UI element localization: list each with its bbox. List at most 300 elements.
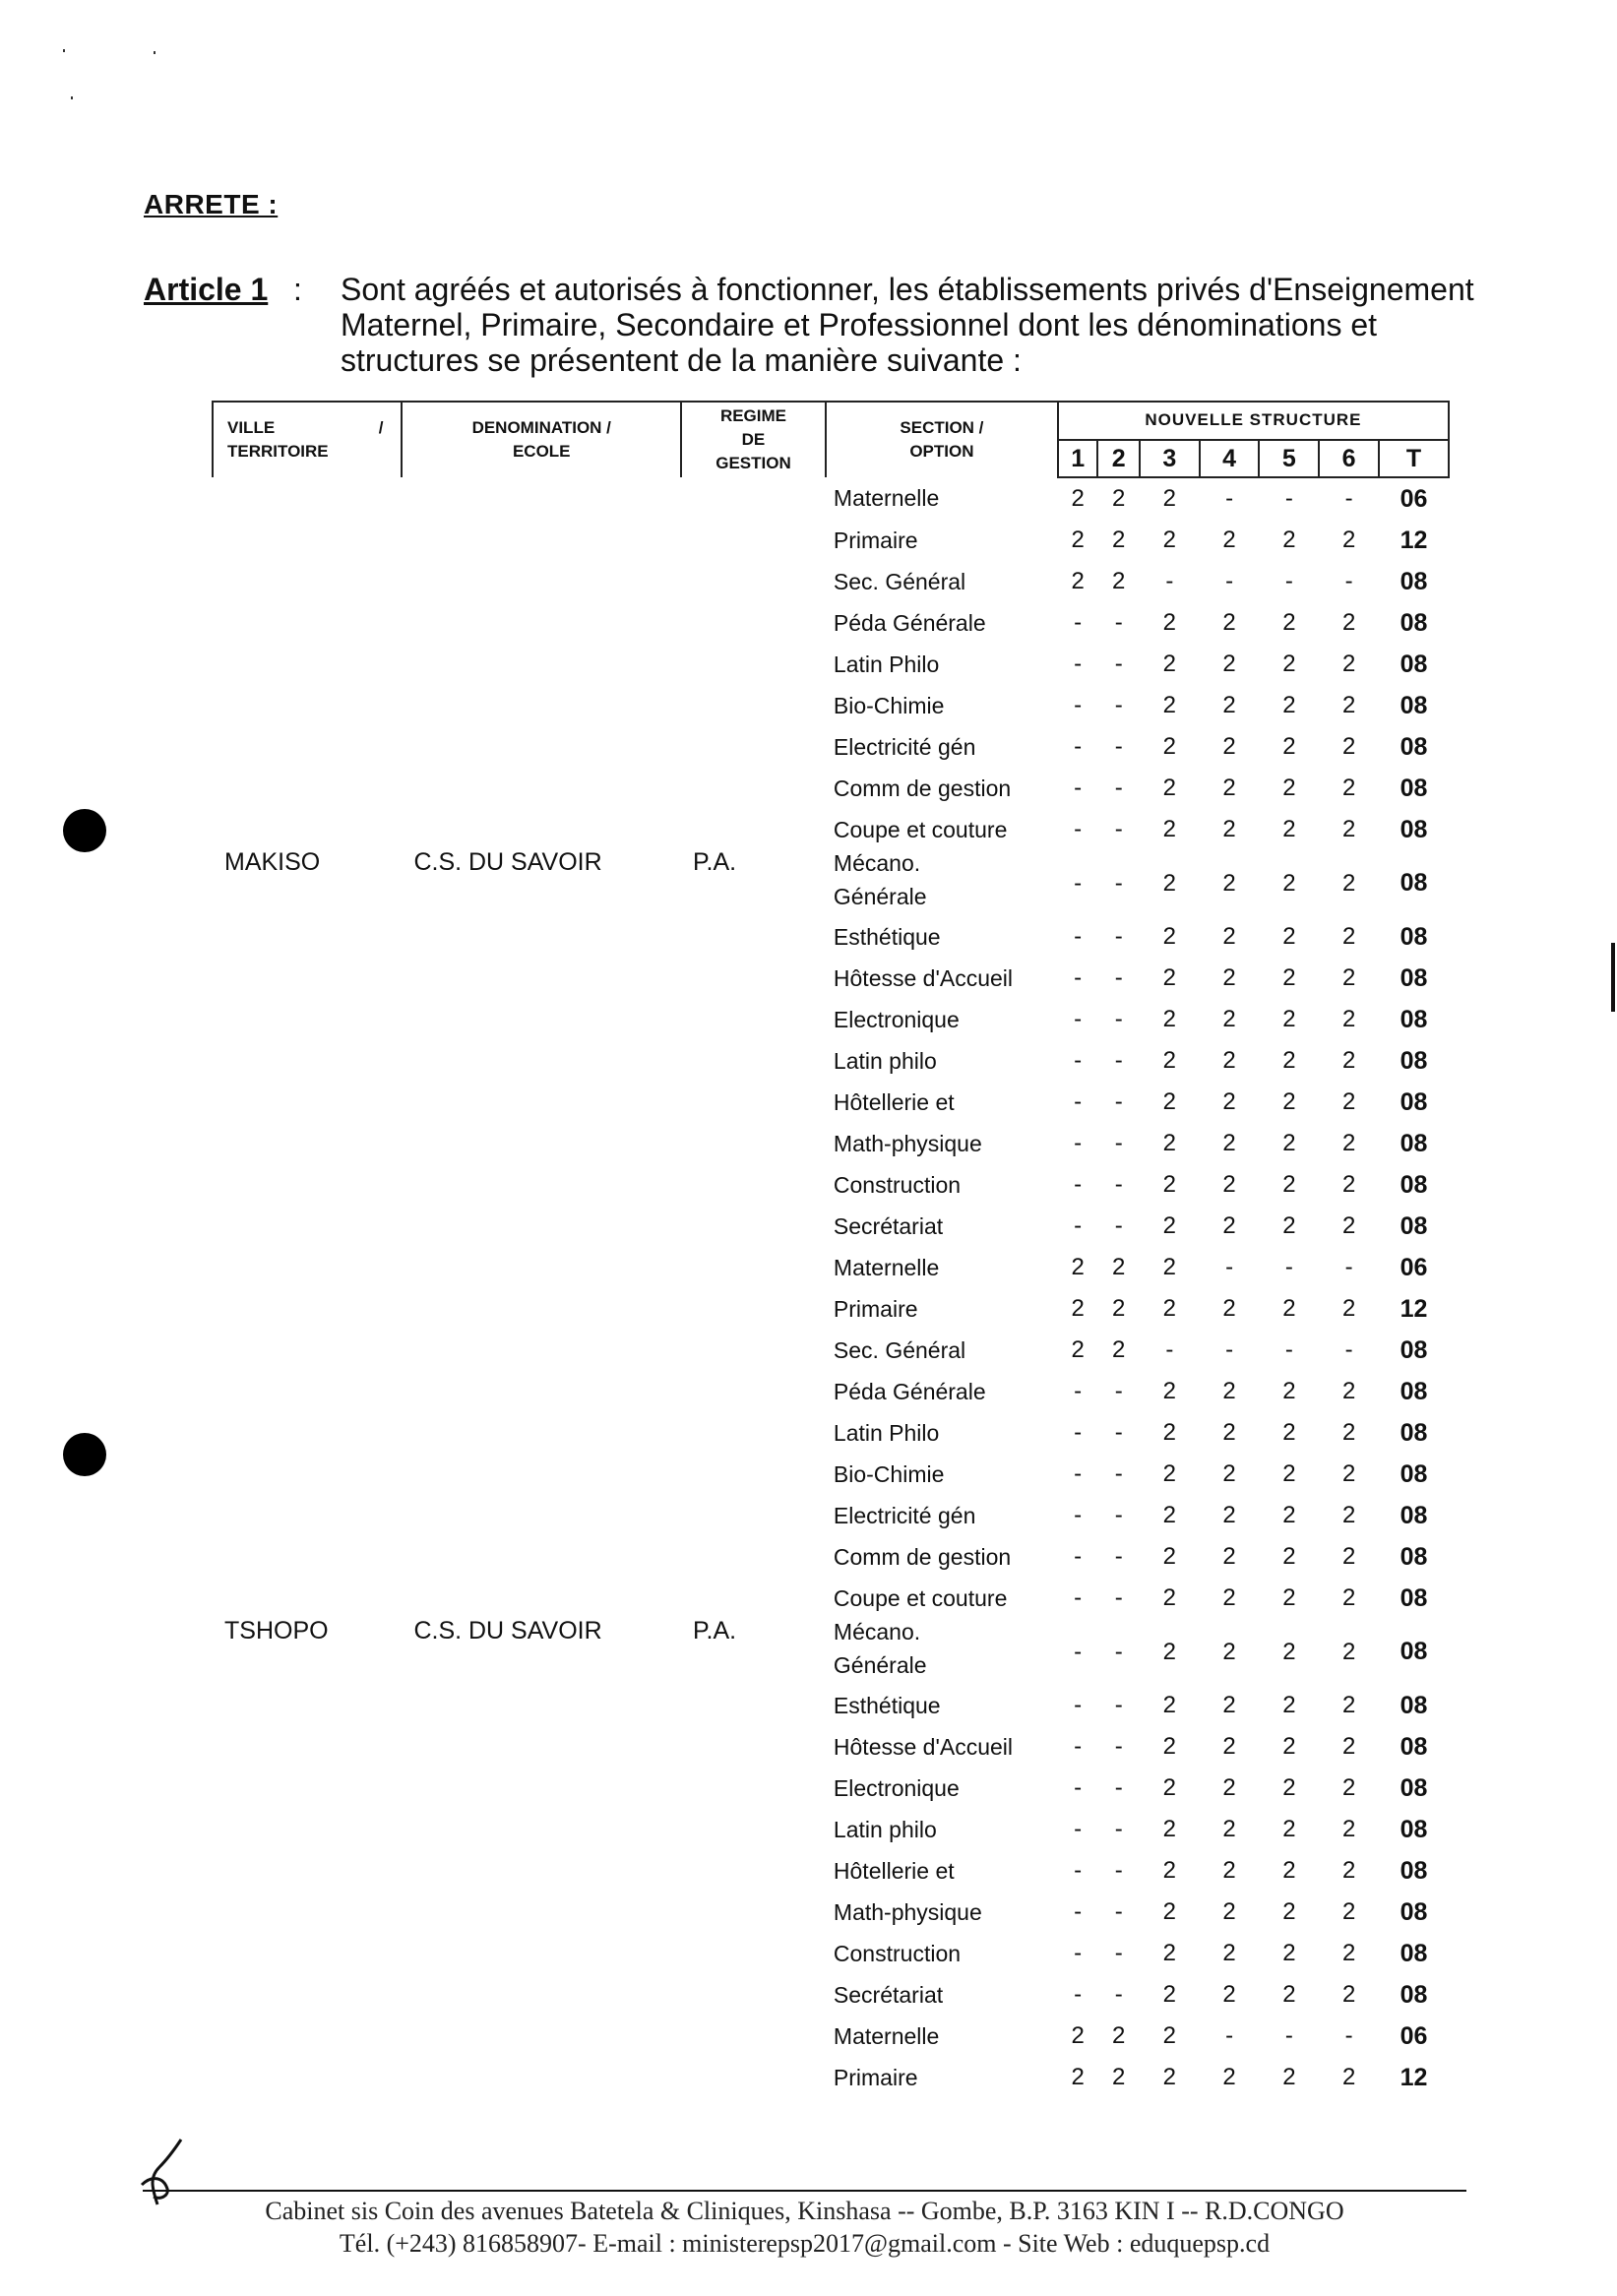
- header-col-1: 1: [1058, 440, 1098, 478]
- year-cell: 2: [1071, 527, 1085, 553]
- year-cell: 2: [1341, 1502, 1356, 1528]
- year-cell: -: [1114, 775, 1123, 801]
- year-cell: 2: [1162, 964, 1177, 991]
- section-label: Maternelle: [833, 1254, 940, 1280]
- section-cell: [826, 1726, 1058, 1768]
- total-cell: 08: [1399, 869, 1428, 897]
- year-cell: -: [1114, 1584, 1123, 1611]
- year-cell: 2: [1162, 1254, 1177, 1280]
- year-cell: 2: [1222, 1419, 1236, 1446]
- total-cell: 08: [1399, 1638, 1428, 1665]
- year-cell: -: [1114, 816, 1123, 842]
- section-label: Comm de gestion: [833, 1543, 1012, 1570]
- year-cell: 2: [1282, 1295, 1296, 1322]
- section-cell: [826, 1454, 1058, 1495]
- total-cell: 08: [1399, 1129, 1428, 1157]
- year-cell: -: [1165, 568, 1174, 594]
- total-cell: 08: [1399, 1732, 1428, 1761]
- year-cell: 2: [1222, 2064, 1236, 2090]
- year-cell: 2: [1222, 775, 1236, 801]
- section-label: Mécano.: [833, 850, 921, 876]
- year-cell: 2: [1162, 869, 1177, 897]
- scan-speck: [154, 51, 155, 54]
- year-cell: -: [1114, 651, 1123, 677]
- year-cell: 2: [1282, 1047, 1296, 1074]
- year-cell: 2: [1112, 1295, 1126, 1322]
- year-cell: -: [1284, 1336, 1293, 1363]
- year-cell: -: [1114, 964, 1123, 991]
- year-cell: -: [1165, 1336, 1174, 1363]
- group-ville: TSHOPO: [224, 1617, 329, 1644]
- year-cell: 2: [1162, 1940, 1177, 1966]
- year-cell: 2: [1341, 1006, 1356, 1032]
- year-cell: 2: [1282, 775, 1296, 801]
- year-cell: 2: [1282, 1543, 1296, 1570]
- year-cell: 2: [1341, 1295, 1356, 1322]
- year-cell: -: [1114, 609, 1123, 636]
- header-col-4: 4: [1200, 440, 1260, 478]
- header-col-5: 5: [1259, 440, 1319, 478]
- header-col-3: 3: [1140, 440, 1200, 478]
- year-cell: -: [1074, 1774, 1083, 1801]
- year-cell: -: [1344, 568, 1353, 594]
- section-label: Latin Philo: [833, 1419, 940, 1446]
- schools-structure-table: [212, 401, 1450, 2098]
- year-cell: -: [1074, 1088, 1083, 1115]
- section-cell: [826, 685, 1058, 726]
- total-cell: 08: [1399, 1335, 1428, 1364]
- section-label: Math-physique: [833, 1130, 982, 1156]
- total-cell: 08: [1399, 732, 1428, 761]
- year-cell: -: [1114, 1212, 1123, 1239]
- year-cell: 2: [1282, 1584, 1296, 1611]
- year-cell: 2: [1341, 2064, 1356, 2090]
- scan-edge-mark: [1611, 943, 1615, 1012]
- year-cell: 2: [1341, 609, 1356, 636]
- year-cell: 2: [1222, 816, 1236, 842]
- year-cell: -: [1114, 1171, 1123, 1198]
- article-line: structures se présentent de la manière suivante :: [341, 342, 1022, 378]
- year-cell: 2: [1222, 1171, 1236, 1198]
- year-cell: 2: [1071, 1254, 1085, 1280]
- year-cell: 2: [1071, 1336, 1085, 1363]
- year-cell: 2: [1282, 1857, 1296, 1884]
- total-cell: 08: [1399, 1046, 1428, 1075]
- section-label: Péda Générale: [833, 1378, 986, 1404]
- year-cell: -: [1225, 2022, 1234, 2049]
- total-cell: 06: [1399, 2021, 1428, 2050]
- year-cell: 2: [1162, 923, 1177, 950]
- section-cell: [826, 1040, 1058, 1082]
- year-cell: 2: [1341, 1733, 1356, 1760]
- section-label: Latin Philo: [833, 651, 940, 677]
- section-label-line2: Générale: [833, 1652, 927, 1678]
- year-cell: -: [1114, 1088, 1123, 1115]
- year-cell: -: [1074, 1502, 1083, 1528]
- year-cell: 2: [1341, 1898, 1356, 1925]
- year-cell: 2: [1162, 2022, 1177, 2049]
- year-cell: 2: [1162, 1733, 1177, 1760]
- year-cell: -: [1074, 1584, 1083, 1611]
- section-label: Hôtellerie et: [833, 1857, 955, 1884]
- year-cell: -: [1074, 964, 1083, 991]
- year-cell: 2: [1112, 527, 1126, 553]
- year-cell: 2: [1282, 1212, 1296, 1239]
- total-cell: 08: [1399, 608, 1428, 637]
- year-cell: 2: [1222, 1130, 1236, 1156]
- total-cell: 12: [1399, 2063, 1428, 2091]
- total-cell: 08: [1399, 1583, 1428, 1612]
- year-cell: 2: [1341, 1816, 1356, 1842]
- header-denomination: DENOMINATION / ECOLE: [402, 402, 681, 477]
- section-cell: [826, 644, 1058, 685]
- year-cell: 2: [1341, 527, 1356, 553]
- total-cell: 08: [1399, 1980, 1428, 2009]
- year-cell: 2: [1282, 1171, 1296, 1198]
- year-cell: 2: [1282, 1898, 1296, 1925]
- year-cell: 2: [1071, 1295, 1085, 1322]
- year-cell: -: [1074, 923, 1083, 950]
- article-line: Maternel, Primaire, Secondaire et Professionnel dont les dénominations et: [341, 307, 1378, 342]
- year-cell: -: [1074, 651, 1083, 677]
- year-cell: 2: [1282, 2064, 1296, 2090]
- year-cell: 2: [1341, 1378, 1356, 1404]
- year-cell: 2: [1282, 816, 1296, 842]
- section-cell: [826, 1536, 1058, 1578]
- year-cell: 2: [1222, 1006, 1236, 1032]
- section-cell: [826, 1892, 1058, 1933]
- section-cell: [826, 1247, 1058, 1288]
- year-cell: 2: [1222, 1460, 1236, 1487]
- year-cell: -: [1074, 1047, 1083, 1074]
- section-label: Electricité gén: [833, 733, 976, 760]
- year-cell: -: [1074, 1171, 1083, 1198]
- year-cell: 2: [1162, 1857, 1177, 1884]
- section-cell: [826, 1288, 1058, 1330]
- table-row: [213, 1247, 1449, 1288]
- section-label-line2: Générale: [833, 884, 927, 909]
- article-label: Article 1: [144, 272, 269, 307]
- section-label: Electronique: [833, 1774, 960, 1801]
- year-cell: 2: [1162, 1460, 1177, 1487]
- year-cell: -: [1074, 816, 1083, 842]
- year-cell: 2: [1341, 1047, 1356, 1074]
- total-cell: 08: [1399, 1542, 1428, 1571]
- section-cell: [826, 1619, 1058, 1685]
- year-cell: -: [1114, 1047, 1123, 1074]
- year-cell: -: [1344, 1254, 1353, 1280]
- year-cell: -: [1284, 2022, 1293, 2049]
- year-cell: 2: [1162, 1774, 1177, 1801]
- year-cell: 2: [1222, 609, 1236, 636]
- section-label: Secrétariat: [833, 1981, 944, 2008]
- total-cell: 12: [1399, 526, 1428, 554]
- total-cell: 08: [1399, 691, 1428, 719]
- section-label: Coupe et couture: [833, 816, 1008, 842]
- year-cell: 2: [1222, 1898, 1236, 1925]
- year-cell: -: [1114, 1857, 1123, 1884]
- section-label: Péda Générale: [833, 609, 986, 636]
- year-cell: 2: [1162, 1543, 1177, 1570]
- year-cell: -: [1074, 1816, 1083, 1842]
- year-cell: -: [1114, 1898, 1123, 1925]
- year-cell: 2: [1222, 1502, 1236, 1528]
- total-cell: 08: [1399, 1459, 1428, 1488]
- year-cell: 2: [1341, 1130, 1356, 1156]
- year-cell: 2: [1071, 568, 1085, 594]
- section-cell: [826, 850, 1058, 916]
- year-cell: -: [1074, 1006, 1083, 1032]
- section-cell: [826, 1164, 1058, 1206]
- year-cell: -: [1114, 1638, 1123, 1665]
- table-row: [213, 2016, 1449, 2057]
- year-cell: -: [1225, 1336, 1234, 1363]
- table-row: [213, 477, 1449, 520]
- total-cell: 08: [1399, 922, 1428, 951]
- section-label: Latin philo: [833, 1816, 937, 1842]
- total-cell: 08: [1399, 963, 1428, 992]
- section-label: Primaire: [833, 527, 918, 553]
- year-cell: -: [1074, 1940, 1083, 1966]
- section-label: Primaire: [833, 1295, 918, 1322]
- year-cell: 2: [1341, 651, 1356, 677]
- group-regime: P.A.: [693, 847, 737, 876]
- year-cell: 2: [1222, 1940, 1236, 1966]
- year-cell: -: [1114, 1816, 1123, 1842]
- year-cell: -: [1074, 1543, 1083, 1570]
- year-cell: 2: [1282, 1981, 1296, 2008]
- section-cell: [826, 1974, 1058, 2016]
- year-cell: 2: [1162, 1898, 1177, 1925]
- year-cell: 2: [1162, 733, 1177, 760]
- total-cell: 08: [1399, 1418, 1428, 1447]
- section-cell: [826, 1578, 1058, 1619]
- year-cell: 2: [1341, 1981, 1356, 2008]
- year-cell: 2: [1282, 1816, 1296, 1842]
- section-label: Latin philo: [833, 1047, 937, 1074]
- total-cell: 08: [1399, 1691, 1428, 1719]
- year-cell: 2: [1341, 816, 1356, 842]
- section-cell: [826, 2057, 1058, 2098]
- group-ville: MAKISO: [224, 847, 321, 876]
- header-ville: VILLE / TERRITOIRE: [213, 402, 402, 477]
- group-ecole: C.S. DU SAVOIR: [413, 847, 602, 876]
- article-colon: :: [293, 272, 302, 307]
- total-cell: 08: [1399, 1211, 1428, 1240]
- year-cell: -: [1074, 609, 1083, 636]
- section-cell: [826, 1685, 1058, 1726]
- total-cell: 08: [1399, 1501, 1428, 1529]
- total-cell: 08: [1399, 1005, 1428, 1033]
- year-cell: 2: [1222, 1816, 1236, 1842]
- year-cell: 2: [1162, 1171, 1177, 1198]
- year-cell: 2: [1341, 1460, 1356, 1487]
- scan-speck: [63, 49, 65, 52]
- year-cell: -: [1074, 869, 1083, 897]
- section-label: Primaire: [833, 2064, 918, 2090]
- year-cell: -: [1225, 568, 1234, 594]
- total-cell: 08: [1399, 1773, 1428, 1802]
- year-cell: 2: [1341, 1543, 1356, 1570]
- section-cell: [826, 916, 1058, 958]
- year-cell: 2: [1222, 651, 1236, 677]
- year-cell: 2: [1162, 816, 1177, 842]
- year-cell: 2: [1341, 1774, 1356, 1801]
- year-cell: 2: [1222, 1733, 1236, 1760]
- section-cell: [826, 1768, 1058, 1809]
- section-label: Sec. Général: [833, 1336, 966, 1363]
- section-cell: [826, 1371, 1058, 1412]
- year-cell: 2: [1162, 1816, 1177, 1842]
- year-cell: 2: [1341, 1419, 1356, 1446]
- section-cell: [826, 1123, 1058, 1164]
- section-cell: [826, 1412, 1058, 1454]
- year-cell: 2: [1162, 1378, 1177, 1404]
- year-cell: 2: [1282, 1638, 1296, 1665]
- header-col-2: 2: [1097, 440, 1140, 478]
- year-cell: 2: [1162, 485, 1177, 512]
- year-cell: 2: [1282, 1774, 1296, 1801]
- section-cell: [826, 768, 1058, 809]
- year-cell: 2: [1162, 609, 1177, 636]
- year-cell: -: [1225, 485, 1234, 512]
- group-regime: [681, 2016, 826, 2098]
- footer-address: Cabinet sis Coin des avenues Batetela & Cliniques, Kinshasa -- Gombe, B.P. 3163 KIN I -- R.D.CONGO: [265, 2197, 1344, 2225]
- year-cell: -: [1344, 2022, 1353, 2049]
- year-cell: -: [1114, 1940, 1123, 1966]
- section-cell: [826, 1330, 1058, 1371]
- section-label: Coupe et couture: [833, 1584, 1008, 1611]
- year-cell: 2: [1162, 1419, 1177, 1446]
- section-cell: [826, 809, 1058, 850]
- group-ecole: C.S. DU SAVOIR: [413, 1617, 602, 1644]
- section-cell: [826, 2016, 1058, 2057]
- section-label: Comm de gestion: [833, 775, 1012, 801]
- section-cell: [826, 1933, 1058, 1974]
- year-cell: -: [1074, 1981, 1083, 2008]
- year-cell: 2: [1282, 869, 1296, 897]
- header-regime: REGIME DE GESTION: [681, 402, 826, 477]
- year-cell: -: [1074, 1638, 1083, 1665]
- year-cell: -: [1074, 1130, 1083, 1156]
- header-section: SECTION / OPTION: [826, 402, 1058, 477]
- year-cell: -: [1074, 1733, 1083, 1760]
- group-ville: [213, 2016, 402, 2098]
- section-label: Bio-Chimie: [833, 1460, 945, 1487]
- year-cell: 2: [1282, 1419, 1296, 1446]
- section-cell: [826, 1206, 1058, 1247]
- year-cell: -: [1114, 1733, 1123, 1760]
- year-cell: -: [1114, 1419, 1123, 1446]
- year-cell: -: [1074, 1419, 1083, 1446]
- year-cell: 2: [1282, 1088, 1296, 1115]
- year-cell: 2: [1341, 1088, 1356, 1115]
- total-cell: 08: [1399, 1377, 1428, 1405]
- header-nouvelle-structure: NOUVELLE STRUCTURE: [1058, 402, 1449, 440]
- year-cell: 2: [1282, 1130, 1296, 1156]
- group-regime: P.A.: [693, 1617, 737, 1644]
- year-cell: 2: [1282, 1378, 1296, 1404]
- total-cell: 06: [1399, 1253, 1428, 1281]
- year-cell: 2: [1222, 1638, 1236, 1665]
- year-cell: 2: [1162, 527, 1177, 553]
- total-cell: 08: [1399, 815, 1428, 843]
- year-cell: 2: [1222, 1692, 1236, 1718]
- year-cell: 2: [1162, 1692, 1177, 1718]
- section-label: Construction: [833, 1940, 962, 1966]
- year-cell: 2: [1112, 2064, 1126, 2090]
- year-cell: -: [1114, 733, 1123, 760]
- total-cell: 08: [1399, 1856, 1428, 1885]
- year-cell: 2: [1341, 1638, 1356, 1665]
- binder-hole: [63, 809, 106, 852]
- year-cell: 2: [1222, 1981, 1236, 2008]
- year-cell: -: [1114, 1692, 1123, 1718]
- year-cell: 2: [1162, 1584, 1177, 1611]
- year-cell: -: [1114, 1378, 1123, 1404]
- section-label: Secrétariat: [833, 1212, 944, 1239]
- year-cell: 2: [1222, 733, 1236, 760]
- year-cell: -: [1074, 733, 1083, 760]
- section-label: Hôtellerie et: [833, 1088, 955, 1115]
- year-cell: 2: [1162, 1212, 1177, 1239]
- year-cell: 2: [1222, 1378, 1236, 1404]
- year-cell: 2: [1222, 1047, 1236, 1074]
- year-cell: -: [1074, 1378, 1083, 1404]
- year-cell: 2: [1162, 1006, 1177, 1032]
- year-cell: 2: [1222, 1088, 1236, 1115]
- section-cell: [826, 958, 1058, 999]
- section-label: Electronique: [833, 1006, 960, 1032]
- year-cell: -: [1114, 692, 1123, 718]
- year-cell: -: [1114, 1460, 1123, 1487]
- section-cell: [826, 999, 1058, 1040]
- year-cell: -: [1284, 485, 1293, 512]
- year-cell: 2: [1222, 1543, 1236, 1570]
- year-cell: -: [1114, 1543, 1123, 1570]
- year-cell: -: [1114, 1130, 1123, 1156]
- year-cell: 2: [1282, 923, 1296, 950]
- year-cell: 2: [1162, 651, 1177, 677]
- article-line: Sont agréés et autorisés à fonctionner, les établissements privés d'Enseignement: [341, 272, 1474, 307]
- year-cell: -: [1344, 485, 1353, 512]
- year-cell: -: [1074, 1857, 1083, 1884]
- year-cell: -: [1225, 1254, 1234, 1280]
- year-cell: 2: [1282, 527, 1296, 553]
- section-cell: [826, 1850, 1058, 1892]
- section-cell: [826, 1082, 1058, 1123]
- year-cell: 2: [1222, 1774, 1236, 1801]
- total-cell: 08: [1399, 1087, 1428, 1116]
- footer-rule: [143, 2190, 1466, 2192]
- year-cell: 2: [1341, 1212, 1356, 1239]
- year-cell: 2: [1112, 1336, 1126, 1363]
- year-cell: -: [1284, 1254, 1293, 1280]
- year-cell: 2: [1282, 651, 1296, 677]
- year-cell: 2: [1341, 923, 1356, 950]
- year-cell: 2: [1341, 1857, 1356, 1884]
- year-cell: -: [1074, 1460, 1083, 1487]
- year-cell: 2: [1162, 775, 1177, 801]
- year-cell: -: [1114, 923, 1123, 950]
- year-cell: 2: [1282, 1502, 1296, 1528]
- year-cell: 2: [1112, 2022, 1126, 2049]
- total-cell: 08: [1399, 1939, 1428, 1967]
- year-cell: 2: [1341, 775, 1356, 801]
- year-cell: 2: [1162, 692, 1177, 718]
- year-cell: 2: [1112, 568, 1126, 594]
- year-cell: 2: [1282, 1940, 1296, 1966]
